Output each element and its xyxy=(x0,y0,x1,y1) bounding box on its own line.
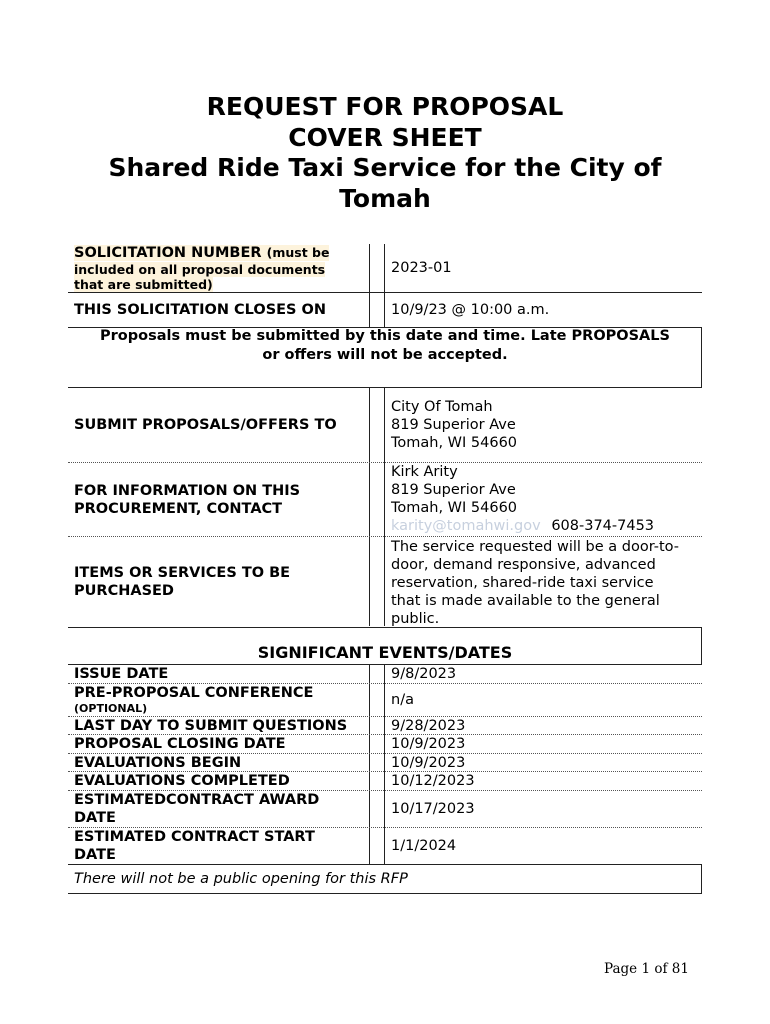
closing-label: THIS SOLICITATION CLOSES ON xyxy=(74,302,327,318)
evaluations-completed-label: EVALUATIONS COMPLETED xyxy=(74,773,290,789)
box-border xyxy=(701,864,702,893)
preconference-note: (OPTIONAL) xyxy=(74,702,148,715)
row-border xyxy=(68,387,702,388)
contract-award-value: 10/17/2023 xyxy=(391,801,475,817)
questions-label: LAST DAY TO SUBMIT QUESTIONS xyxy=(74,718,348,734)
contract-award-label: ESTIMATEDCONTRACT AWARD DATE xyxy=(74,792,320,826)
contact-email-link[interactable]: karity@tomahwi.gov xyxy=(391,518,541,534)
title-line-2: COVER SHEET xyxy=(288,122,482,152)
contact-label: FOR INFORMATION ON THIS PROCUREMENT, CONTACT xyxy=(74,483,301,517)
closing-value: 10/9/23 @ 10:00 a.m. xyxy=(391,302,550,318)
title-line-1: REQUEST FOR PROPOSAL xyxy=(206,92,564,121)
events-heading: SIGNIFICANT EVENTS/DATES xyxy=(257,643,513,662)
items-description: The service requested will be a door-to- door, demand responsive, advanced reservation, shared-ride taxi service that is made available to the general public. xyxy=(391,539,680,627)
evaluations-begin-label: EVALUATIONS BEGIN xyxy=(74,755,242,771)
closing-date-label: PROPOSAL CLOSING DATE xyxy=(74,736,286,752)
row-border xyxy=(68,536,702,537)
contract-start-value: 1/1/2024 xyxy=(391,838,457,854)
issue-date-label: ISSUE DATE xyxy=(74,666,169,682)
title-line-4: Tomah xyxy=(339,183,431,213)
column-divider xyxy=(369,244,370,328)
solicitation-note: included on all proposal documents that are submitted) xyxy=(74,262,326,292)
column-divider xyxy=(369,388,370,626)
contact-phone: 608-374-7453 xyxy=(551,518,655,534)
page-number: Page 1 of 81 xyxy=(604,961,689,977)
row-border xyxy=(68,864,702,865)
title-line-3: Shared Ride Taxi Service for the City of xyxy=(108,153,662,182)
contract-start-label: ESTIMATED CONTRACT START DATE xyxy=(74,829,315,863)
column-divider xyxy=(384,664,385,864)
late-proposals-notice: Proposals must be submitted by this date and time. Late PROPOSALS or offers will not be accepted. xyxy=(100,328,670,363)
solicitation-number-value: 2023-01 xyxy=(391,260,452,276)
submit-to-address: City Of Tomah 819 Superior Ave Tomah, WI 54660 xyxy=(391,399,518,451)
evaluations-begin-value: 10/9/2023 xyxy=(391,755,466,771)
issue-date-value: 9/8/2023 xyxy=(391,666,457,682)
items-label: ITEMS OR SERVICES TO BE PURCHASED xyxy=(74,565,291,599)
contact-details: Kirk Arity 819 Superior Ave Tomah, WI 54660 karity@tomahwi.gov 608-374-7453 xyxy=(391,464,655,534)
solicitation-number-label: SOLICITATION NUMBER (must be xyxy=(74,245,330,261)
preconference-label: PRE-PROPOSAL CONFERENCE xyxy=(74,685,314,701)
evaluations-completed-value: 10/12/2023 xyxy=(391,773,475,789)
page-title xyxy=(68,92,702,214)
closing-date-value: 10/9/2023 xyxy=(391,736,466,752)
column-divider xyxy=(369,664,370,864)
row-border xyxy=(68,893,702,894)
row-border xyxy=(68,292,702,293)
submit-to-label: SUBMIT PROPOSALS/OFFERS TO xyxy=(74,417,337,433)
questions-value: 9/28/2023 xyxy=(391,718,466,734)
column-divider xyxy=(384,244,385,328)
public-opening-note: There will not be a public opening for this RFP xyxy=(74,871,408,887)
row-border xyxy=(68,627,702,628)
preconference-value: n/a xyxy=(391,692,414,708)
column-divider xyxy=(384,388,385,626)
